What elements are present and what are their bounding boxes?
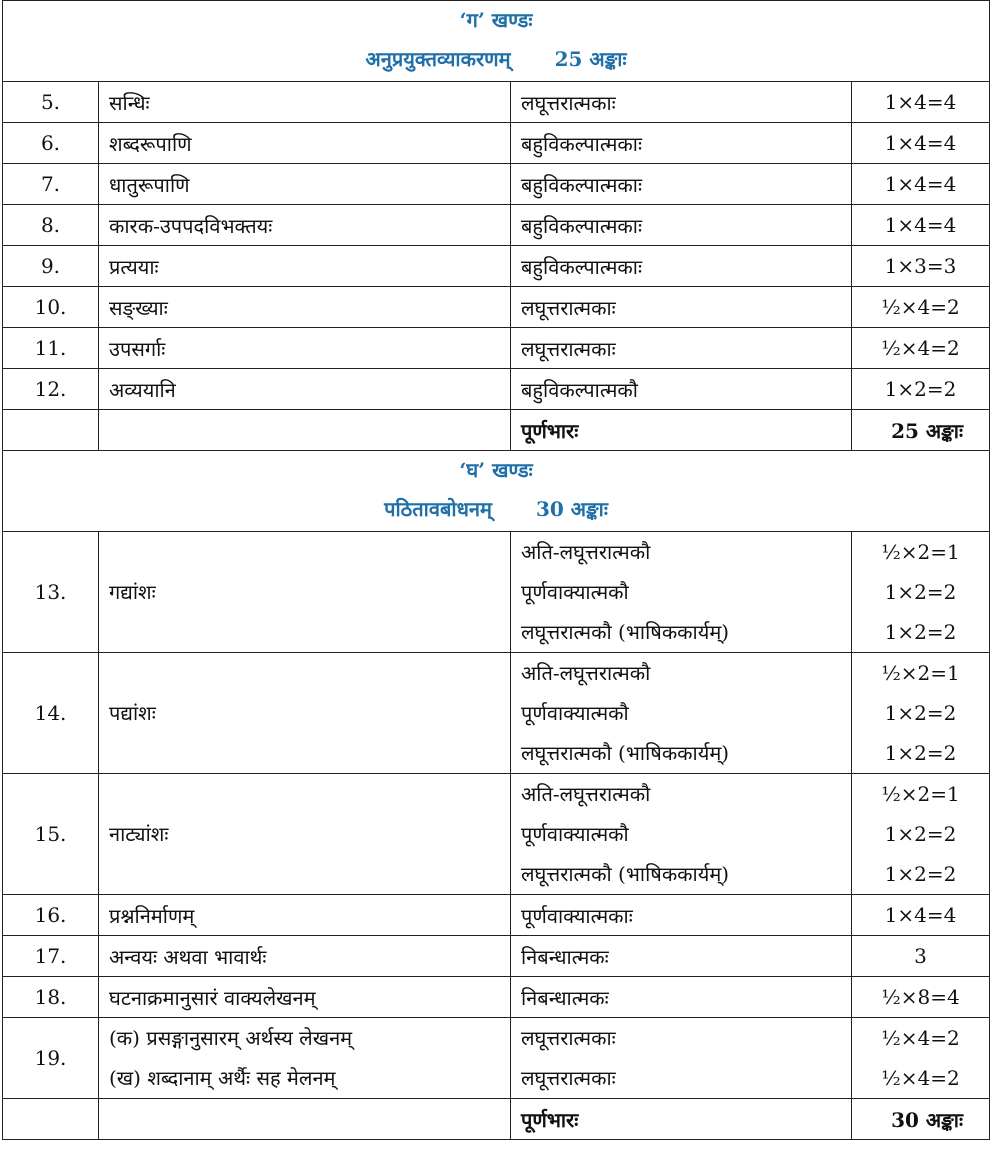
question-type: अति-लघूत्तरात्मकौ — [521, 782, 651, 806]
question-marks: 1×2=2 — [884, 741, 957, 765]
question-topic: (क) प्रसङ्गानुसारम् अर्थस्य लेखनम् — [109, 1026, 353, 1050]
question-marks: 1×2=2 — [884, 620, 957, 644]
question-type: लघूत्तरात्मकाः — [511, 82, 852, 123]
question-type: पूर्णवाक्यात्मकौ — [521, 580, 629, 604]
question-type: लघूत्तरात्मकौ (भाषिककार्यम्) — [521, 862, 730, 886]
question-marks: 3 — [852, 936, 990, 977]
question-topic: (ख) शब्दानाम् अर्थैः सह मेलनम् — [109, 1066, 336, 1090]
question-topic: अन्वयः अथवा भावार्थः — [99, 936, 511, 977]
marks-distribution-table — [2, 0, 990, 1140]
question-type: बहुविकल्पात्मकाः — [511, 205, 852, 246]
section-g-title: ‘ग’ खण्डः — [459, 8, 533, 32]
question-number: 16. — [3, 895, 99, 936]
question-type: पूर्णवाक्यात्मकाः — [511, 895, 852, 936]
table-row — [3, 653, 990, 774]
table-row — [3, 1018, 990, 1099]
question-marks: 1×4=4 — [852, 164, 990, 205]
question-topic: प्रश्ननिर्माणम् — [99, 895, 511, 936]
question-topic: पद्यांशः — [109, 701, 156, 725]
section-gh-total-row — [3, 1099, 990, 1140]
total-label: पूर्णभारः — [511, 1099, 852, 1140]
question-marks: 1×2=2 — [884, 822, 957, 846]
question-marks: 1×4=4 — [852, 82, 990, 123]
question-type: बहुविकल्पात्मकाः — [511, 123, 852, 164]
table-row — [3, 532, 990, 653]
table-row — [3, 164, 990, 205]
total-label: पूर्णभारः — [511, 410, 852, 451]
question-marks: 1×4=4 — [852, 895, 990, 936]
question-type: पूर्णवाक्यात्मकौ — [521, 701, 629, 725]
question-number: 18. — [3, 977, 99, 1018]
question-marks: 1×2=2 — [852, 369, 990, 410]
table-row — [3, 328, 990, 369]
section-g-marks: 25 अङ्काः — [554, 47, 627, 71]
question-number: 12. — [3, 369, 99, 410]
question-marks: 1×2=2 — [884, 580, 957, 604]
section-gh-title: ‘घ’ खण्डः — [459, 458, 533, 482]
question-marks: 1×3=3 — [852, 246, 990, 287]
table-row — [3, 287, 990, 328]
question-topic: गद्यांशः — [109, 580, 156, 604]
question-type: बहुविकल्पात्मकाः — [511, 246, 852, 287]
question-marks: 1×4=4 — [852, 205, 990, 246]
question-number: 13. — [34, 580, 67, 604]
question-number: 8. — [3, 205, 99, 246]
table-row — [3, 82, 990, 123]
question-marks: ½×4=2 — [881, 1066, 960, 1090]
section-gh-marks: 30 अङ्काः — [535, 497, 608, 521]
question-number: 15. — [34, 822, 67, 846]
question-topic: प्रत्ययाः — [99, 246, 511, 287]
table-row — [3, 205, 990, 246]
question-type: निबन्धात्मकः — [511, 977, 852, 1018]
question-number: 5. — [3, 82, 99, 123]
question-number: 9. — [3, 246, 99, 287]
question-marks: ½×2=1 — [881, 661, 960, 685]
question-number: 17. — [3, 936, 99, 977]
question-type: निबन्धात्मकः — [511, 936, 852, 977]
question-type: पूर्णवाक्यात्मकौ — [521, 822, 629, 846]
question-marks: 1×4=4 — [852, 123, 990, 164]
question-number: 19. — [34, 1046, 67, 1070]
question-topic: धातुरूपाणि — [99, 164, 511, 205]
question-type: अति-लघूत्तरात्मकौ — [521, 661, 651, 685]
table-row — [3, 936, 990, 977]
section-gh-subtitle: पठितावबोधनम् — [384, 497, 492, 521]
question-marks: ½×2=1 — [881, 540, 960, 564]
question-type: लघूत्तरात्मकाः — [511, 328, 852, 369]
section-g-header — [3, 1, 990, 82]
question-type: लघूत्तरात्मकाः — [521, 1026, 616, 1050]
question-type: बहुविकल्पात्मकौ — [511, 369, 852, 410]
question-marks: ½×8=4 — [852, 977, 990, 1018]
question-topic: सङ्ख्याः — [99, 287, 511, 328]
total-marks: 25 अङ्काः — [852, 410, 990, 451]
question-marks: ½×2=1 — [881, 782, 960, 806]
table-row — [3, 895, 990, 936]
question-number: 10. — [3, 287, 99, 328]
question-topic: सन्धिः — [99, 82, 511, 123]
section-g-total-row — [3, 410, 990, 451]
question-number: 14. — [34, 701, 67, 725]
question-marks: ½×4=2 — [852, 287, 990, 328]
question-topic: शब्दरूपाणि — [99, 123, 511, 164]
section-gh-header — [3, 451, 990, 532]
question-type: बहुविकल्पात्मकाः — [511, 164, 852, 205]
question-marks: ½×4=2 — [852, 328, 990, 369]
question-type: अति-लघूत्तरात्मकौ — [521, 540, 651, 564]
question-topic: कारक-उपपदविभक्तयः — [99, 205, 511, 246]
question-topic: नाट्यांशः — [109, 822, 169, 846]
table-row — [3, 977, 990, 1018]
table-row — [3, 774, 990, 895]
table-row — [3, 246, 990, 287]
section-g-subtitle: अनुप्रयुक्तव्याकरणम् — [365, 47, 511, 71]
question-topic: उपसर्गाः — [99, 328, 511, 369]
question-type: लघूत्तरात्मकौ (भाषिककार्यम्) — [521, 620, 730, 644]
question-type: लघूत्तरात्मकौ (भाषिककार्यम्) — [521, 741, 730, 765]
question-topic: अव्ययानि — [99, 369, 511, 410]
question-type: लघूत्तरात्मकाः — [511, 287, 852, 328]
question-marks: ½×4=2 — [881, 1026, 960, 1050]
question-number: 7. — [3, 164, 99, 205]
question-number: 11. — [3, 328, 99, 369]
question-topic: घटनाक्रमानुसारं वाक्यलेखनम् — [99, 977, 511, 1018]
question-marks: 1×2=2 — [884, 862, 957, 886]
table-row — [3, 369, 990, 410]
question-marks: 1×2=2 — [884, 701, 957, 725]
question-type: लघूत्तरात्मकाः — [521, 1066, 616, 1090]
table-row — [3, 123, 990, 164]
question-number: 6. — [3, 123, 99, 164]
total-marks: 30 अङ्काः — [852, 1099, 990, 1140]
